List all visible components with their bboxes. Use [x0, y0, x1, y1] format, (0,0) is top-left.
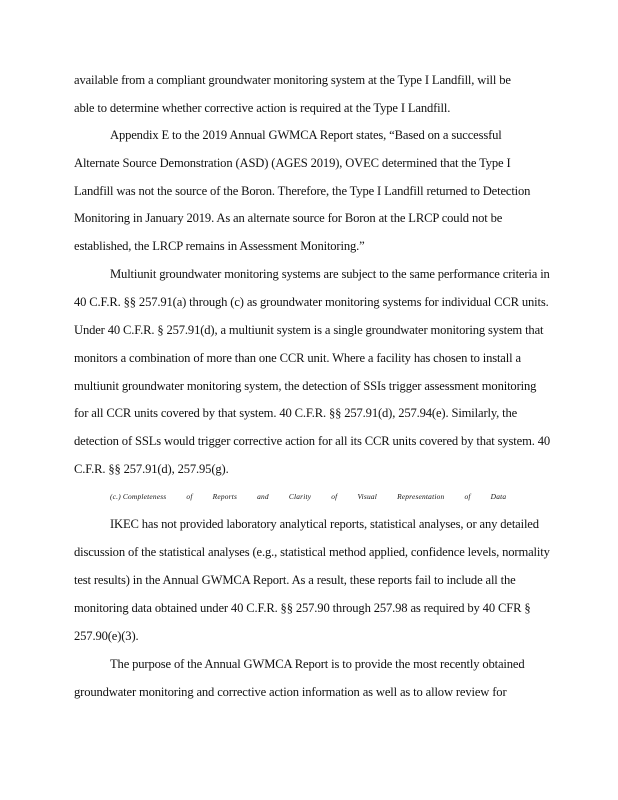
body-line: for all CCR units covered by that system. 40 C.F.R. §§ 257.91(d), 257.94(e). Similarly, the: [74, 406, 518, 420]
body-line: discussion of the statistical analyses (e.g., statistical method applied, confidence levels, normality: [74, 545, 550, 559]
heading-word: Visual: [357, 492, 378, 501]
body-line: Under 40 C.F.R. § 257.91(d), a multiunit system is a single groundwater monitoring system that: [74, 323, 544, 337]
heading-word: Clarity: [288, 492, 312, 501]
body-line: able to determine whether corrective action is required at the Type I Landfill.: [74, 101, 451, 115]
paragraph-first-line: IKEC has not provided laboratory analytical reports, statistical analyses, or any detailed: [110, 517, 539, 531]
paragraph-first-line: Appendix E to the 2019 Annual GWMCA Report states, “Based on a successful: [110, 128, 502, 142]
heading-word: Representation: [397, 492, 445, 501]
heading-word: of: [464, 492, 471, 501]
body-line: Monitoring in January 2019. As an alternate source for Boron at the LRCP could not be: [74, 211, 503, 225]
paragraph-first-line: Multiunit groundwater monitoring systems are subject to the same performance criteria in: [110, 267, 550, 281]
body-line: multiunit groundwater monitoring system, the detection of SSIs trigger assessment monitoring: [74, 379, 537, 393]
body-line: monitors a combination of more than one CCR unit. Where a facility has chosen to install a: [74, 351, 521, 365]
section-heading: [110, 492, 524, 501]
heading-word: Reports: [212, 492, 238, 501]
heading-word: (c.) Completeness: [110, 492, 167, 501]
body-line: 40 C.F.R. §§ 257.91(a) through (c) as groundwater monitoring systems for individual CCR units.: [74, 295, 549, 309]
body-line: detection of SSLs would trigger corrective action for all its CCR units covered by that system. 40: [74, 434, 551, 448]
body-line: groundwater monitoring and corrective action information as well as to allow review for: [74, 685, 507, 699]
heading-word: and: [257, 492, 269, 501]
body-line: available from a compliant groundwater monitoring system at the Type I Landfill, will be: [74, 73, 511, 87]
heading-word: Data: [490, 492, 507, 501]
heading-word: of: [186, 492, 193, 501]
body-line: test results) in the Annual GWMCA Report. As a result, these reports fail to include all the: [74, 573, 516, 587]
paragraph-first-line: The purpose of the Annual GWMCA Report is to provide the most recently obtained: [110, 657, 525, 671]
body-line: monitoring data obtained under 40 C.F.R. §§ 257.90 through 257.98 as required by 40 CFR §: [74, 601, 531, 615]
body-line: 257.90(e)(3).: [74, 629, 139, 643]
body-line: Landfill was not the source of the Boron. Therefore, the Type I Landfill returned to Detection: [74, 184, 531, 198]
heading-word: of: [331, 492, 338, 501]
body-line: Alternate Source Demonstration (ASD) (AGES 2019), OVEC determined that the Type I: [74, 156, 511, 170]
body-line: C.F.R. §§ 257.91(d), 257.95(g).: [74, 462, 229, 476]
body-line: established, the LRCP remains in Assessment Monitoring.”: [74, 239, 365, 253]
